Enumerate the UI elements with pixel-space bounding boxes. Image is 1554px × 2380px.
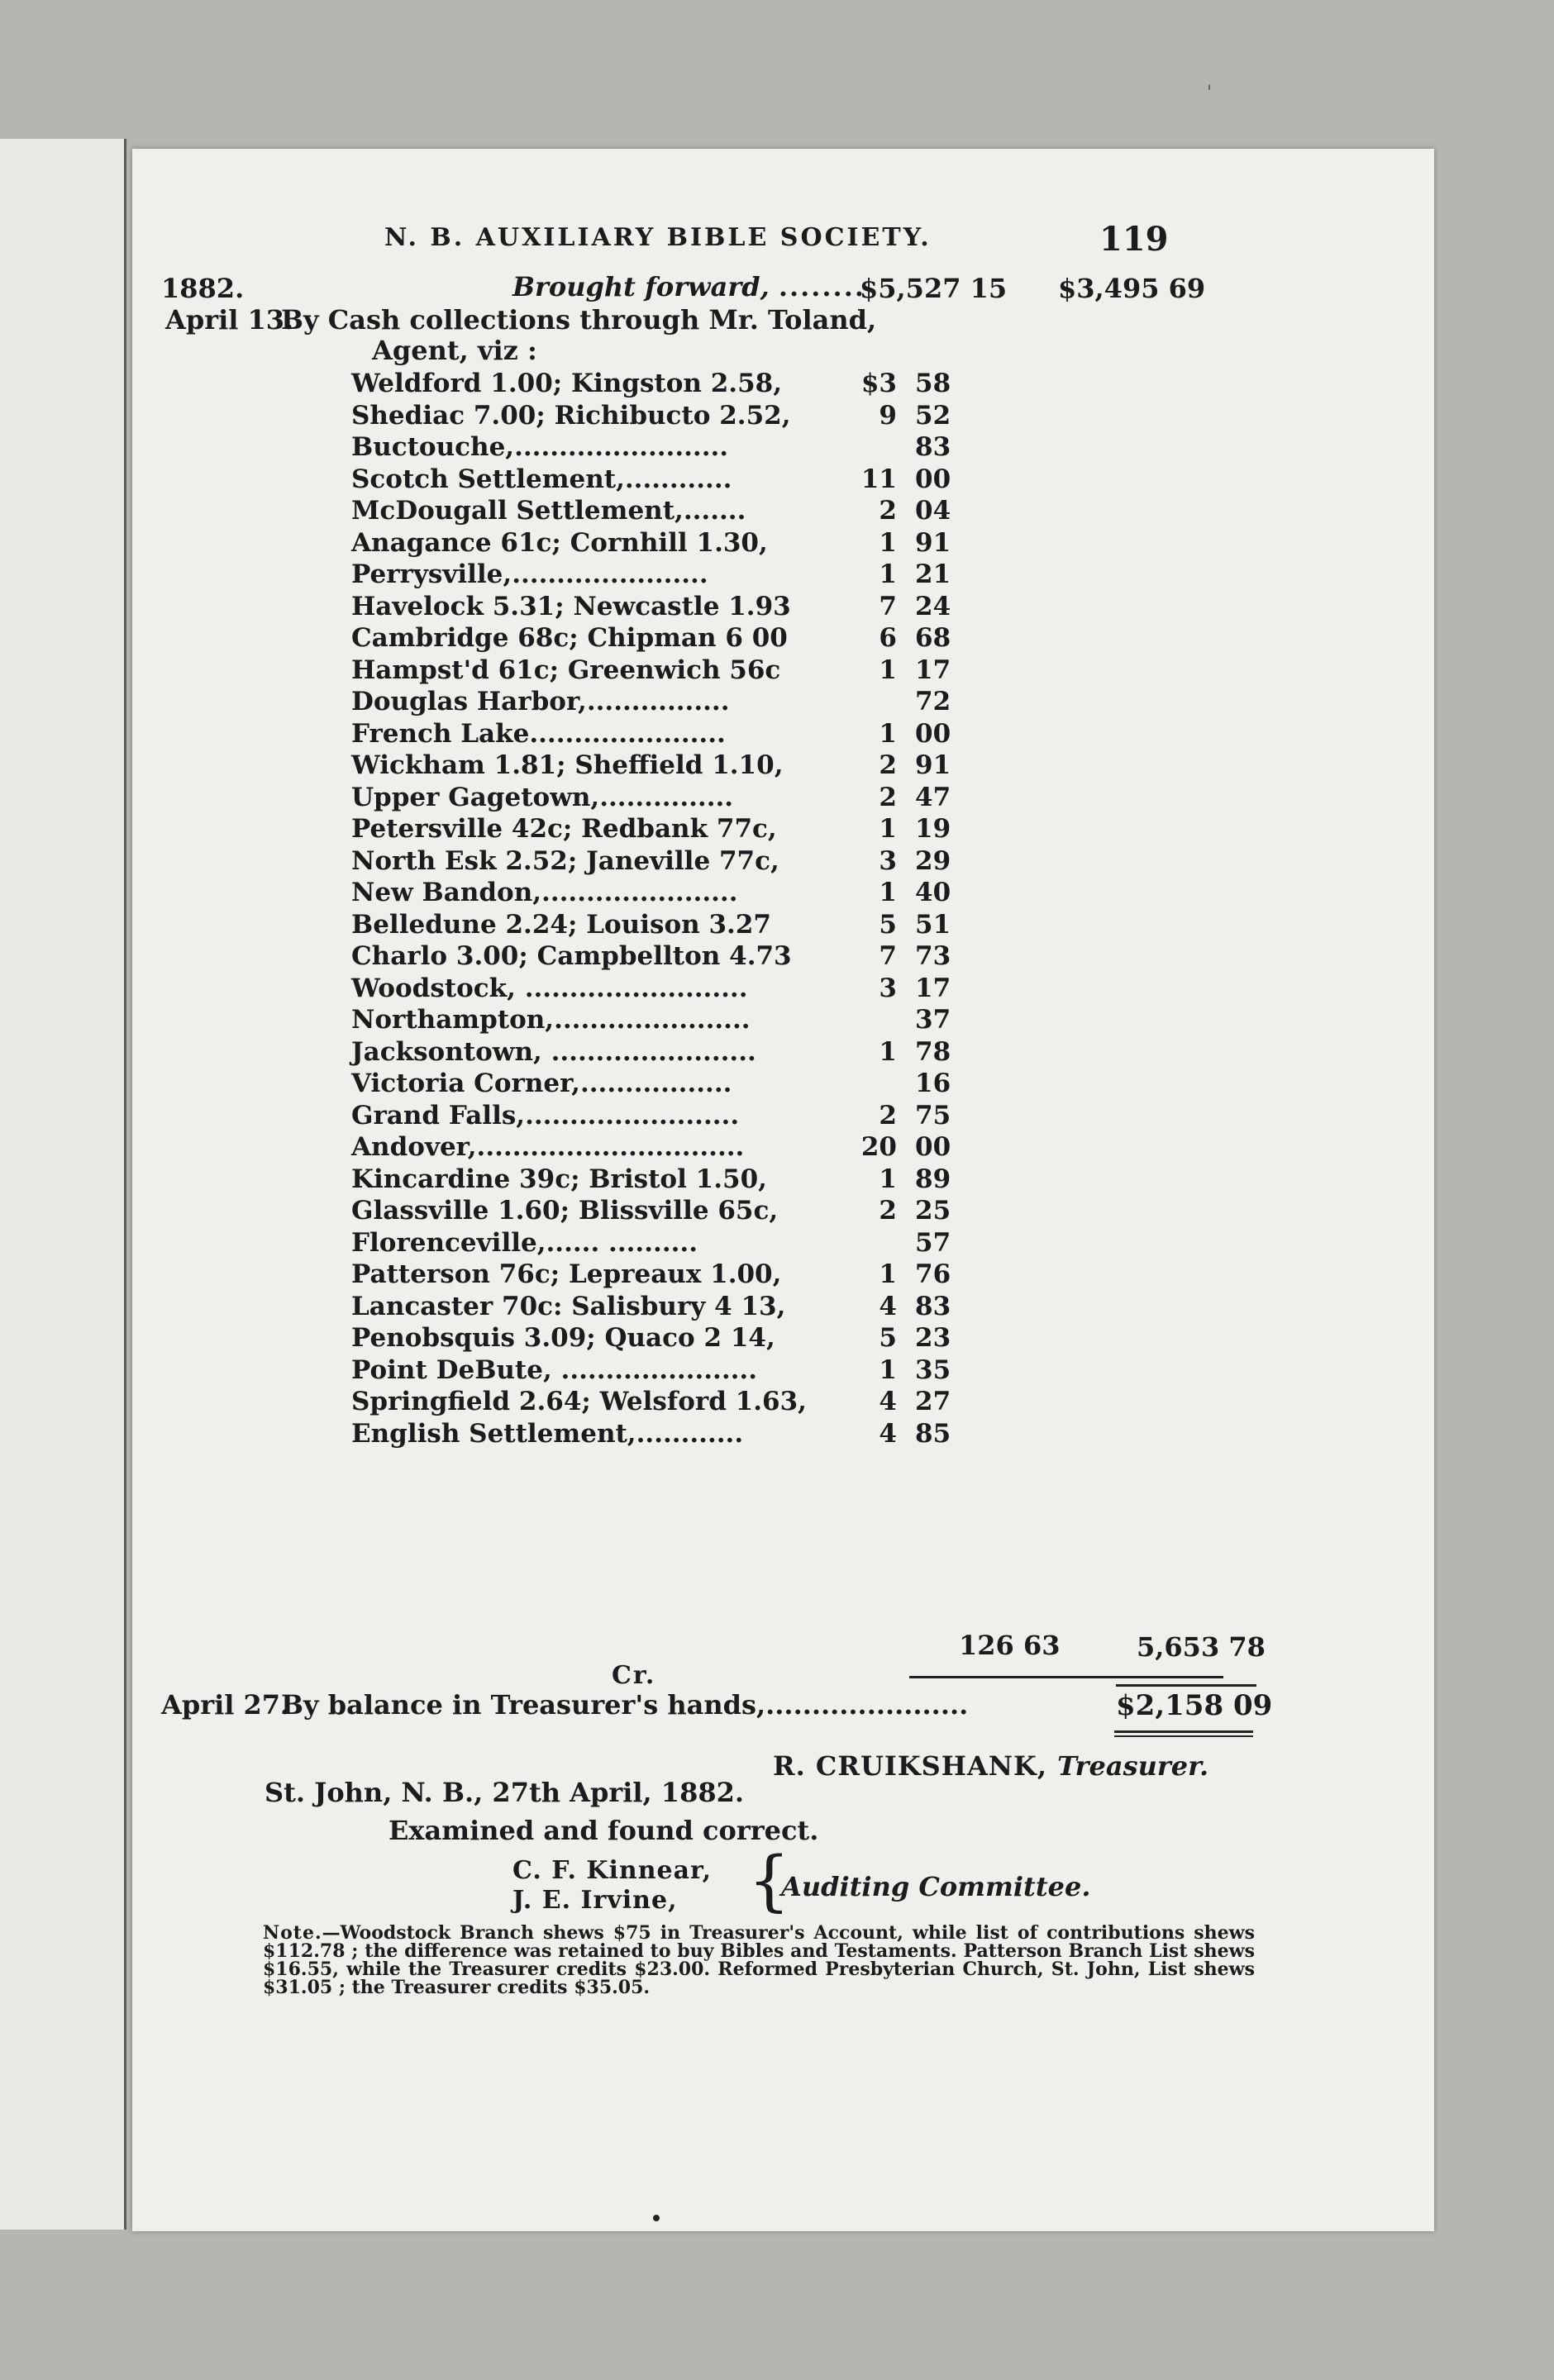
ledger-row-dollars: 1 — [879, 1259, 897, 1289]
ledger-row-label: McDougall Settlement,....... — [351, 496, 746, 526]
ledger-row-label: Jacksontown, ....................... — [351, 1036, 756, 1067]
ledger-row-dollars: 9 — [879, 400, 897, 431]
ledger-row-dollars: 4 — [879, 1418, 897, 1449]
ledger-row-dollars: 1 — [879, 878, 897, 907]
ledger-row — [351, 1419, 963, 1451]
ledger-row-cents: 27 — [915, 1387, 951, 1416]
ledger-row-label: Lancaster 70c: Salisbury 4 13, — [351, 1291, 786, 1321]
ledger-row — [351, 783, 963, 815]
ledger-row-label: Point DeBute, ...................... — [351, 1354, 757, 1385]
ledger-row-label: New Bandon,...................... — [351, 878, 738, 907]
balance-date: April 27. — [161, 1689, 290, 1721]
auditor-2: J. E. Irvine, — [512, 1886, 678, 1915]
ledger-row-label: Upper Gagetown,............... — [351, 782, 734, 812]
ledger-row-cents: 58 — [915, 369, 951, 398]
ledger-row — [351, 687, 963, 719]
ledger-row — [351, 1037, 963, 1069]
ledger-row-dollars: $3 — [860, 369, 897, 398]
ledger-row-label: Anagance 61c; Cornhill 1.30, — [351, 527, 768, 558]
ledger-row-label: Perrysville,...................... — [351, 559, 708, 589]
ledger-row-label: Douglas Harbor,................ — [351, 687, 730, 716]
ledger-row-dollars: 3 — [879, 845, 897, 876]
ledger-year: 1882. — [161, 273, 245, 304]
ledger-row — [351, 719, 963, 751]
ledger-row-dollars: 2 — [879, 496, 897, 526]
ledger-row-label: Buctouche,........................ — [351, 432, 729, 462]
treasurer-signature — [773, 1750, 1208, 1782]
brought-forward-text: Brought forward, — [512, 271, 770, 302]
ledger-row-dollars: 1 — [879, 1164, 897, 1194]
ledger-row-cents: 57 — [915, 1227, 951, 1258]
ledger-row — [351, 464, 963, 497]
ledger-row-cents: 73 — [915, 941, 951, 971]
ledger-row — [351, 623, 963, 655]
ledger-row-dollars: 20 — [860, 1132, 897, 1162]
ledger-row-label: Patterson 76c; Lepreaux 1.00, — [351, 1259, 782, 1289]
facing-page-edge — [0, 139, 126, 2230]
ledger-row — [351, 1355, 963, 1388]
ledger-row-cents: 00 — [915, 1132, 951, 1162]
ledger-row-dollars: 2 — [879, 1100, 897, 1130]
ledger-row — [351, 528, 963, 560]
ledger-row-cents: 85 — [915, 1418, 951, 1449]
ledger-row-cents: 91 — [915, 527, 951, 558]
ledger-row-cents: 75 — [915, 1100, 951, 1130]
balance-double-rule-1 — [1114, 1730, 1253, 1733]
ledger-row — [351, 1132, 963, 1164]
entry-date: April 13. — [165, 304, 294, 336]
ledger-row-cents: 47 — [915, 782, 951, 812]
ledger-row-dollars: 11 — [860, 464, 897, 494]
ledger-row-label: French Lake...................... — [351, 718, 726, 749]
ledger-row-cents: 21 — [915, 559, 951, 589]
ledger-row-label: Northampton,...................... — [351, 1005, 751, 1035]
ledger-row-dollars: 3 — [879, 973, 897, 1003]
film-speck-dot — [653, 2215, 660, 2221]
ledger-row-label: Wickham 1.81; Sheffield 1.10, — [351, 750, 784, 780]
running-title: N. B. AUXILIARY BIBLE SOCIETY. — [384, 223, 932, 252]
treasurer-name: R. CRUIKSHANK, — [773, 1750, 1047, 1782]
ledger-row — [351, 1323, 963, 1355]
ledger-row-label: Glassville 1.60; Blissville 65c, — [351, 1196, 779, 1226]
ledger-row-label: Charlo 3.00; Campbellton 4.73 — [351, 941, 792, 971]
ledger-row-label: Andover,.............................. — [351, 1132, 745, 1162]
ledger-row — [351, 559, 963, 592]
ledger-row-cents: 51 — [915, 909, 951, 940]
ledger-row-cents: 24 — [915, 591, 951, 621]
ledger-row-cents: 72 — [915, 687, 951, 716]
ledger-row-dollars: 6 — [879, 623, 897, 653]
ledger-row-dollars: 2 — [879, 750, 897, 780]
balance-description: By balance in Treasurer's hands,...................... — [281, 1689, 969, 1721]
examined-statement: Examined and found correct. — [388, 1815, 819, 1846]
ledger-row — [351, 846, 963, 878]
page-number: 119 — [1099, 220, 1169, 259]
collections-total: 126 63 — [959, 1630, 1061, 1661]
subtotal-rule — [909, 1676, 1223, 1678]
brace-glyph: { — [748, 1842, 790, 1919]
collections-list — [351, 369, 963, 1450]
ledger-row-label: Shediac 7.00; Richibucto 2.52, — [351, 400, 791, 431]
ledger-row-cents: 23 — [915, 1323, 951, 1353]
ledger-row — [351, 369, 963, 401]
ledger-row-cents: 17 — [915, 973, 951, 1003]
ledger-row-dollars: 1 — [879, 1036, 897, 1067]
ledger-row-dollars: 2 — [879, 782, 897, 812]
ledger-row-label: Florenceville,...... .......... — [351, 1227, 698, 1258]
ledger-row-dollars: 4 — [879, 1387, 897, 1416]
credit-label: Cr. — [612, 1661, 656, 1690]
ledger-row-cents: 52 — [915, 400, 951, 431]
ledger-row-label: North Esk 2.52; Janeville 77c, — [351, 845, 779, 876]
footnote-label: Note. — [263, 1922, 322, 1944]
ledger-row-dollars: 7 — [879, 941, 897, 971]
brought-forward-amount-2: $3,495 69 — [1058, 273, 1206, 304]
ledger-row-label: Kincardine 39c; Bristol 1.50, — [351, 1164, 767, 1194]
ledger-row-dollars: 7 — [879, 591, 897, 621]
ledger-row — [351, 1069, 963, 1101]
ledger-row-cents: 00 — [915, 718, 951, 749]
entry-description-cont: Agent, viz : — [372, 335, 537, 366]
ledger-row — [351, 1259, 963, 1292]
brought-forward-label — [512, 271, 865, 302]
ledger-row — [351, 655, 963, 688]
auditor-1: C. F. Kinnear, — [512, 1856, 713, 1885]
ledger-row-dollars: 5 — [879, 909, 897, 940]
ledger-row-label: Hampst'd 61c; Greenwich 56c — [351, 654, 781, 685]
auditing-committee: Auditing Committee. — [781, 1871, 1091, 1902]
place-and-date: St. John, N. B., 27th April, 1882. — [265, 1777, 744, 1808]
grand-total: 5,653 78 — [1137, 1631, 1266, 1663]
ledger-row — [351, 1164, 963, 1197]
ledger-row-cents: 83 — [915, 432, 951, 462]
ledger-row — [351, 1228, 963, 1260]
treasurer-title: Treasurer. — [1057, 1750, 1209, 1782]
ledger-row — [351, 592, 963, 624]
ledger-row-cents: 76 — [915, 1259, 951, 1289]
ledger-row-dollars: 1 — [879, 1354, 897, 1385]
ledger-row — [351, 496, 963, 528]
ledger-row-label: Grand Falls,........................ — [351, 1100, 740, 1130]
ledger-row-cents: 25 — [915, 1196, 951, 1226]
ledger-row-cents: 29 — [915, 845, 951, 876]
ledger-row-cents: 78 — [915, 1036, 951, 1067]
ledger-row-cents: 17 — [915, 654, 951, 685]
ledger-row — [351, 750, 963, 783]
ledger-row-label: Cambridge 68c; Chipman 6 00 — [351, 623, 788, 653]
ledger-row-dollars: 1 — [879, 527, 897, 558]
ledger-row — [351, 1196, 963, 1228]
ledger-row-cents: 00 — [915, 464, 951, 494]
ledger-row-dollars: 1 — [879, 718, 897, 749]
footnote — [263, 1924, 1255, 1997]
ledger-row — [351, 432, 963, 464]
total-rule — [1116, 1684, 1256, 1687]
film-speck: ' — [1207, 83, 1213, 103]
ledger-row-label: Victoria Corner,................. — [351, 1069, 732, 1098]
ledger-row — [351, 814, 963, 846]
ledger-row-dollars: 1 — [879, 559, 897, 589]
ledger-row — [351, 910, 963, 942]
ledger-row — [351, 1005, 963, 1037]
ledger-row-dollars: 1 — [879, 814, 897, 844]
ledger-row-cents: 40 — [915, 878, 951, 907]
ledger-row-cents: 16 — [915, 1069, 951, 1098]
brought-forward-dots: ........ — [778, 271, 865, 302]
ledger-row-label: Woodstock, ......................... — [351, 973, 748, 1003]
ledger-row-label: Scotch Settlement,............ — [351, 464, 732, 494]
ledger-row-label: Havelock 5.31; Newcastle 1.93 — [351, 591, 791, 621]
ledger-row-label: Springfield 2.64; Welsford 1.63, — [351, 1387, 807, 1416]
footnote-text: —Woodstock Branch shews $75 in Treasurer's Account, while list of contributions shews $112.78 ; the difference was retained to buy Bibles and Testaments. Patterson Branch List shews $16.55, while the Treasurer credits $23.00. Reformed Presbyterian Church, St. John, List shews $31.05 ; the Treasurer credits $35.05. — [263, 1922, 1255, 1998]
ledger-row-cents: 91 — [915, 750, 951, 780]
ledger-row-label: English Settlement,............ — [351, 1418, 744, 1449]
ledger-row-label: Belledune 2.24; Louison 3.27 — [351, 909, 771, 940]
ledger-row — [351, 941, 963, 973]
balance-amount: $2,158 09 — [1116, 1689, 1273, 1722]
entry-description: By Cash collections through Mr. Toland, — [281, 304, 877, 336]
ledger-row-dollars: 5 — [879, 1323, 897, 1353]
ledger-row-label: Weldford 1.00; Kingston 2.58, — [351, 369, 783, 398]
ledger-row — [351, 1387, 963, 1419]
ledger-row — [351, 401, 963, 433]
ledger-row-cents: 89 — [915, 1164, 951, 1194]
ledger-row-label: Penobsquis 3.09; Quaco 2 14, — [351, 1323, 775, 1353]
ledger-row-cents: 04 — [915, 496, 951, 526]
ledger-row — [351, 878, 963, 910]
ledger-row-dollars: 4 — [879, 1291, 897, 1321]
ledger-row-dollars: 1 — [879, 654, 897, 685]
ledger-row-cents: 19 — [915, 814, 951, 844]
ledger-row — [351, 1101, 963, 1133]
ledger-row-cents: 68 — [915, 623, 951, 653]
balance-double-rule-2 — [1114, 1735, 1253, 1737]
ledger-row-label: Petersville 42c; Redbank 77c, — [351, 814, 777, 844]
ledger-row-cents: 83 — [915, 1291, 951, 1321]
ledger-row-dollars: 2 — [879, 1196, 897, 1226]
ledger-row-cents: 35 — [915, 1354, 951, 1385]
ledger-row — [351, 1292, 963, 1324]
brought-forward-amount-1: $5,527 15 — [860, 273, 1008, 304]
ledger-row-cents: 37 — [915, 1005, 951, 1035]
ledger-row — [351, 973, 963, 1006]
